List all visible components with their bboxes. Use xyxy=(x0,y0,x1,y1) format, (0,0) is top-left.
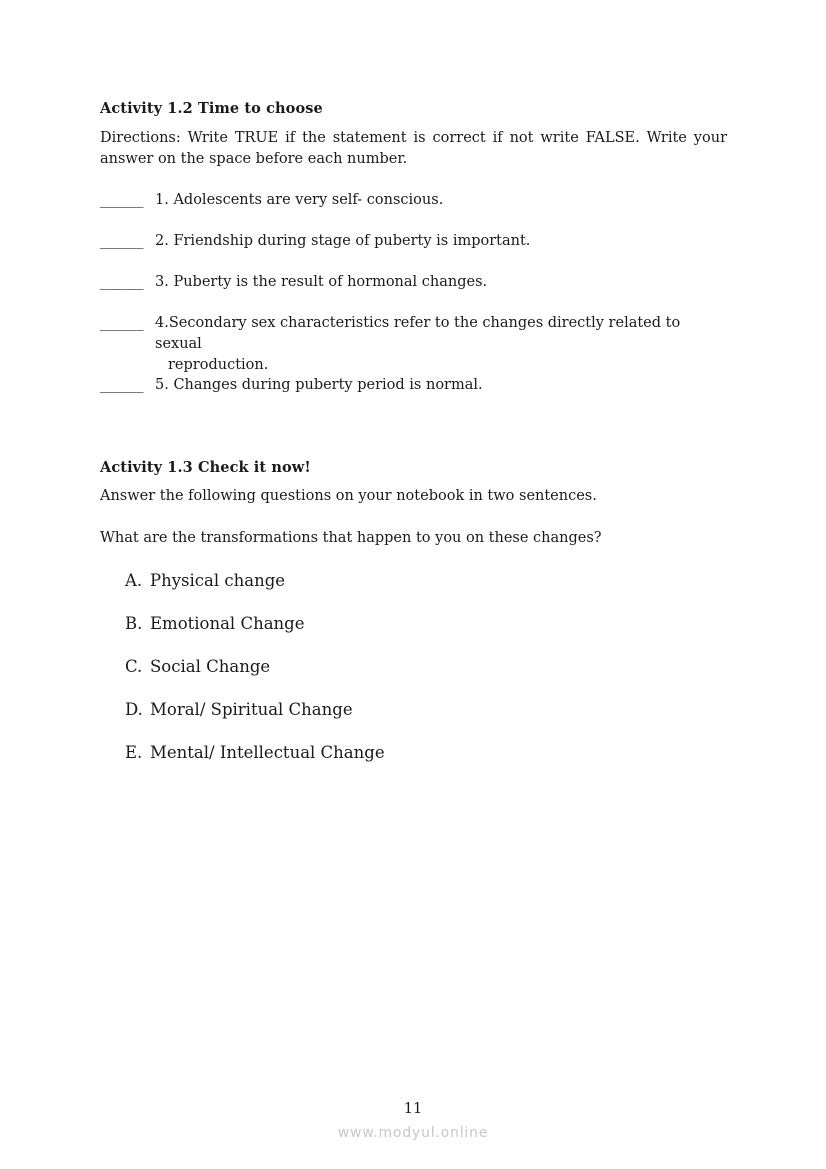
item-statement-continuation: reproduction. xyxy=(168,357,269,373)
choice-text: Physical change xyxy=(150,571,286,590)
choice-letter: E. xyxy=(125,743,143,762)
item-statement-wrapper xyxy=(155,313,727,376)
activity-1-2-directions: Directions: Write TRUE if the statement is correct if not write FALSE. Write your answer on the space before each number. xyxy=(100,130,727,167)
choice-letter: C. xyxy=(125,657,143,676)
answer-blank: ______ xyxy=(100,233,144,249)
choice-letter: B. xyxy=(125,614,143,633)
answer-blank: ______ xyxy=(100,315,144,331)
activity-1-2-heading: Activity 1.2 Time to choose xyxy=(100,100,323,117)
activity-1-3-heading: Activity 1.3 Check it now! xyxy=(100,459,311,476)
choice-text: Social Change xyxy=(150,657,271,676)
choice-c xyxy=(125,656,270,678)
watermark: www.modyul.online xyxy=(337,1125,489,1141)
choice-text: Moral/ Spiritual Change xyxy=(150,700,353,719)
item-statement: 2. Friendship during stage of puberty is important. xyxy=(155,233,531,249)
activity-1-3-question: What are the transformations that happen to you on these changes? xyxy=(100,530,602,546)
answer-blank: ______ xyxy=(100,274,144,290)
choice-b xyxy=(125,613,305,635)
choice-text: Emotional Change xyxy=(150,614,305,633)
choice-e xyxy=(125,742,385,764)
choice-letter: D. xyxy=(125,700,143,719)
choice-text: Mental/ Intellectual Change xyxy=(150,743,385,762)
answer-blank: ______ xyxy=(100,377,144,393)
choice-a xyxy=(125,570,285,592)
choice-d xyxy=(125,699,353,721)
item-statement: 3. Puberty is the result of hormonal changes. xyxy=(155,274,488,290)
item-statement: 1. Adolescents are very self- conscious. xyxy=(155,192,444,208)
activity-1-3-instruction: Answer the following questions on your notebook in two sentences. xyxy=(100,488,597,504)
page-number: 11 xyxy=(403,1101,423,1117)
answer-blank: ______ xyxy=(100,192,144,208)
item-statement: 5. Changes during puberty period is normal. xyxy=(155,377,483,393)
item-statement: 4.Secondary sex characteristics refer to the changes directly related to sexual xyxy=(155,315,681,352)
choice-letter: A. xyxy=(125,571,143,590)
